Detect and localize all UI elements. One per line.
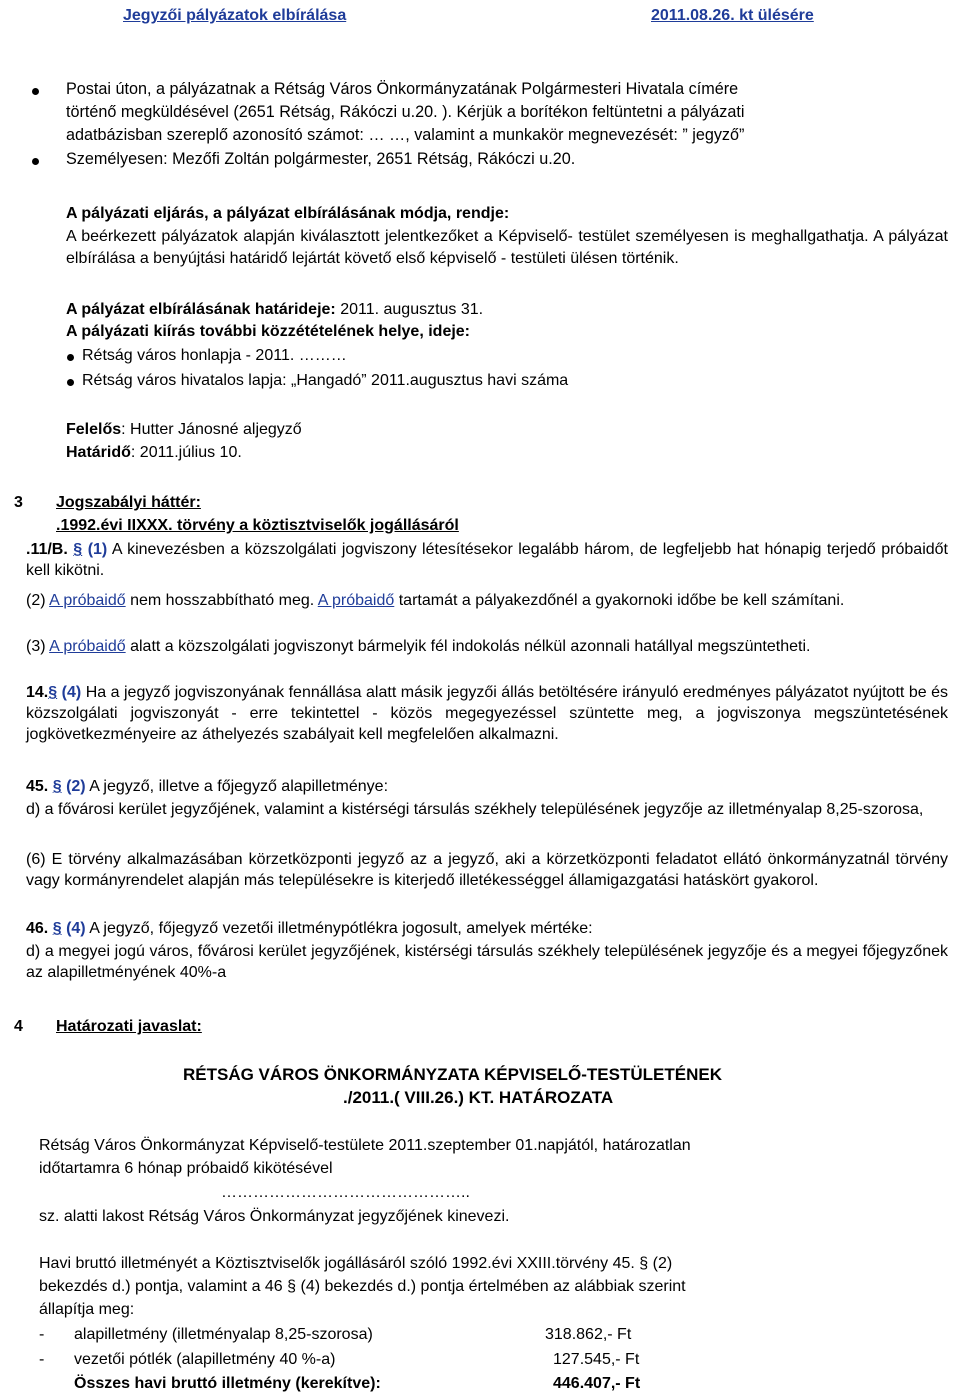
probation-link[interactable]: A próbaidő <box>49 638 126 655</box>
paragraph-num: (3) <box>26 638 46 655</box>
salary-item-label: alapilletmény (illetményalap 8,25-szorosa) <box>74 1326 373 1343</box>
bullet-line: Postai úton, a pályázatnak a Rétság Város Önkormányzatának Polgármesteri Hivatala címére <box>66 80 739 98</box>
salary-item-label: vezetői pótlék (alapilletmény 40 %-a) <box>74 1351 336 1368</box>
bullet-line: adatbázisban szereplő azonosító számot: … …, valamint a munkakör megnevezését: ” jegyző” <box>66 126 745 144</box>
section-title: Jogszabályi háttér: <box>56 494 201 511</box>
resolution-number: ./2011.( VIII.26.) KT. HATÁROZATA <box>343 1088 614 1107</box>
section-number: 3 <box>14 494 23 511</box>
law-paragraph-45-d: d) a fővárosi kerület jegyzőjének, valamint a kistérségi társulás székhely településének jegyzője az illetményalap 8,25-szorosa, <box>26 801 924 818</box>
procedure-heading: A pályázati eljárás, a pályázat elbírálásának módja, rendje: <box>66 205 510 222</box>
paragraph-ref: 45. <box>26 778 49 795</box>
probation-link[interactable]: A próbaidő <box>317 592 395 609</box>
law-paragraph-14 <box>26 682 948 746</box>
section-sign: § <box>48 684 58 701</box>
paragraph-text: A jegyző, illetve a főjegyző alapilletménye: <box>89 778 389 795</box>
paragraph-num: (1) <box>87 541 108 558</box>
law-paragraph-46-d: d) a megyei jogú város, fővárosi kerület jegyzőjének, kistérségi társulás székhely településének jegyzője és a megyei főjegyzőnek az alapilletményének 40%-a <box>26 943 948 982</box>
bullet-line: történő megküldésével (2651 Rétság, Rákóczi u.20. ). Kérjük a borítékon feltüntetni a pályázati <box>66 103 745 121</box>
resolution-title: RÉTSÁG VÁROS ÖNKORMÁNYZATA KÉPVISELŐ-TESTÜLETÉNEK <box>183 1065 722 1084</box>
paragraph-ref: 46. <box>26 920 49 937</box>
publication-heading: A pályázati kiírás további közzétételének helye, ideje: <box>66 323 471 340</box>
section-sign: § <box>73 541 83 558</box>
deadline-line <box>66 300 483 320</box>
section-title: Határozati javaslat: <box>56 1018 202 1035</box>
salary-total-label: Összes havi bruttó illetmény (kerekítve): <box>74 1375 381 1392</box>
header-date: 2011.08.26. kt ülésére <box>651 7 814 24</box>
paragraph-text: alatt a közszolgálati jogviszonyt bármelyik fél indokolás nélkül azonnali hatállyal megszüntetheti. <box>130 638 811 655</box>
law-paragraph-11b-2 <box>26 590 948 611</box>
paragraph-text: Ha a jegyző jogviszonyának fennállása alatt másik jegyzői állás betöltésére irányuló eredményes pályázatot nyújtott be és közszolgálati jogviszonyát - erre tekintettel - közös megegyezéssel szüntette meg, a jogviszonya megszüntetésének jogkövetkezményeire az áthelyezés szabályait kell megfelelően alkalmazni. <box>26 684 948 744</box>
probation-link[interactable]: A próbaidő <box>49 592 126 609</box>
responsible-label: Felelős <box>66 421 122 438</box>
law-title: .1992.évi IIXXX. törvény a köztisztviselők jogállásáról <box>56 517 459 534</box>
resolution-text: időtartamra 6 hónap próbaidő kikötésével <box>39 1160 333 1177</box>
due-label: Határidő <box>66 444 131 461</box>
publication-item: Rétság város hivatalos lapja: „Hangadó” 2011.augusztus havi száma <box>82 372 569 389</box>
due-value: : 2011.július 10. <box>130 444 242 461</box>
bullet-icon <box>67 379 74 386</box>
header-title: Jegyzői pályázatok elbírálása <box>123 7 347 24</box>
section-sign: § <box>52 920 62 937</box>
law-paragraph-46 <box>26 918 948 939</box>
list-dash: - <box>39 1351 45 1368</box>
bullet-icon <box>32 158 39 165</box>
paragraph-text: nem hosszabbítható meg. <box>130 592 315 609</box>
bullet-icon <box>67 354 74 361</box>
law-paragraph-11b <box>26 539 948 581</box>
deadline-label: A pályázat elbírálásának határideje: <box>66 301 336 318</box>
law-paragraph-45-6: (6) E törvény alkalmazásában körzetközponti jegyző az a jegyző, aki a körzetközponti feladatot ellátó önkormányzatnál törvény vagy kormányrendelet alapján más településekre is kiterjedő illetékességgel államigazgatási hatáskört gyakorol. <box>26 851 948 890</box>
resolution-text: Havi bruttó illetményét a Köztisztviselők jogállásáról szóló 1992.évi XXIII.törvény 45. § (2) <box>39 1255 673 1272</box>
paragraph-num: (2) <box>26 592 46 609</box>
salary-item-value: 127.545,- Ft <box>553 1351 640 1368</box>
paragraph-ref: 14. <box>26 684 49 701</box>
responsible-line <box>66 420 302 440</box>
salary-total-value: 446.407,- Ft <box>553 1375 641 1392</box>
publication-item: Rétság város honlapja - 2011. ……… <box>82 347 347 364</box>
procedure-text: A beérkezett pályázatok alapján kiválasztott jelentkezőket a Képviselő- testület személyesen is meghallgathatja. A pályázat elbírálása a benyújtási határidő lejártát követő első képviselő - testületi ülésen történik. <box>66 228 948 267</box>
paragraph-num: (4) <box>66 920 86 937</box>
paragraph-text: tartamát a pályakezdőnél a gyakornoki időbe be kell számítani. <box>398 592 845 609</box>
section-number: 4 <box>14 1018 23 1035</box>
paragraph-text: A jegyző, főjegyző vezetői illetménypótlékra jogosult, amelyek mértéke: <box>89 920 593 937</box>
section-sign: § <box>52 778 62 795</box>
bullet-icon <box>32 88 39 95</box>
law-paragraph-11b-3 <box>26 636 948 657</box>
salary-item-value: 318.862,- Ft <box>545 1326 632 1343</box>
list-dash: - <box>39 1326 45 1343</box>
resolution-text: állapítja meg: <box>39 1301 135 1318</box>
bullet-line: Személyesen: Mezőfi Zoltán polgármester, 2651 Rétság, Rákóczi u.20. <box>66 150 576 168</box>
name-placeholder: ……………………………………….. <box>221 1184 470 1201</box>
deadline-value: 2011. augusztus 31. <box>335 301 484 318</box>
resolution-text: sz. alatti lakost Rétság Város Önkormányzat jegyzőjének kinevezi. <box>39 1208 510 1225</box>
paragraph-ref: .11/B. <box>26 541 68 558</box>
paragraph-num: (4) <box>61 684 82 701</box>
law-paragraph-45 <box>26 776 948 797</box>
paragraph-num: (2) <box>66 778 86 795</box>
responsible-value: : Hutter Jánosné aljegyző <box>121 421 302 438</box>
due-line <box>66 443 242 463</box>
resolution-text: Rétság Város Önkormányzat Képviselő-testülete 2011.szeptember 01.napjától, határozatlan <box>39 1137 691 1154</box>
resolution-text: bekezdés d.) pontja, valamint a 46 § (4) bekezdés d.) pontja értelmében az alábbiak szerint <box>39 1278 686 1295</box>
paragraph-text: A kinevezésben a közszolgálati jogviszony létesítésekor legalább három, de legfeljebb hat hónapig terjedő próbaidőt kell kikötni. <box>26 541 948 580</box>
